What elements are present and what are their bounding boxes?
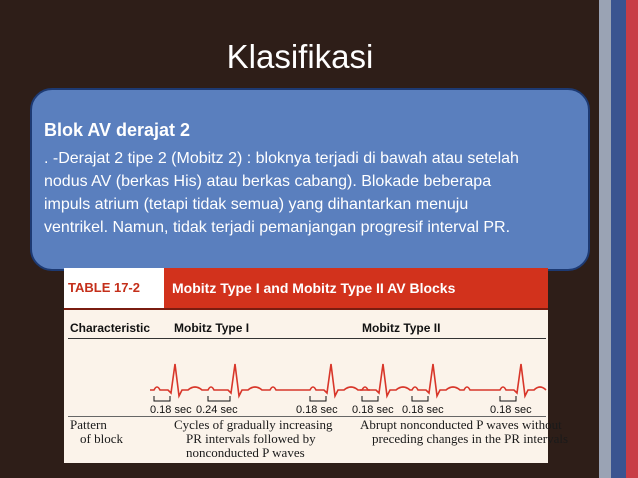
decor-stripe-red [626,0,638,478]
ecg-trace-mobitz2 [360,364,546,396]
mobitz1-pattern-line: nonconducted P waves [186,445,305,460]
row-label-line: Pattern [70,417,107,432]
callout-body [44,147,576,239]
ecg-trace-mobitz1 [150,364,370,396]
interval-label: 0.24 sec [196,404,238,416]
table-figure [64,268,569,463]
callout-line: . -Derajat 2 tipe 2 (Mobitz 2) : bloknya terjadi di bawah atau setelah [44,150,519,167]
pr-bracket [362,396,378,401]
pr-bracket [500,396,516,401]
interval-label: 0.18 sec [150,404,192,416]
mobitz1-pattern-line: Cycles of gradually increasing [174,417,333,432]
table-tag-label: TABLE 17-2 [68,280,140,295]
mobitz2-pattern-line: Abrupt nonconducted P waves without [360,417,562,432]
slide-title: Klasifikasi [226,38,374,75]
callout-line: impuls atrium (tetapi tidak semua) yang dihantarkan menuju [44,196,469,213]
row-label-line: of block [80,431,123,446]
decor-stripe-gray [599,0,611,478]
header-mobitz1: Mobitz Type I [174,321,250,335]
table-title: Mobitz Type I and Mobitz Type II AV Blocks [172,280,456,296]
header-characteristic: Characteristic [70,321,151,335]
pr-bracket [154,396,170,401]
header-mobitz2: Mobitz Type II [362,321,441,335]
callout-heading: Blok AV derajat 2 [44,120,191,140]
mobitz1-pattern-line: PR intervals followed by [186,431,316,446]
interval-label: 0.18 sec [352,404,394,416]
ecg-strip [150,360,546,414]
interval-label: 0.18 sec [296,404,338,416]
table-tag [64,268,164,308]
mobitz2-pattern-line: preceding changes in the PR intervals [372,431,569,446]
pr-bracket [310,396,326,401]
header-divider [68,338,546,339]
mobitz1-pattern [174,418,332,460]
pattern-row-label [70,418,123,446]
callout-box [30,88,590,271]
interval-label: 0.18 sec [490,404,532,416]
decor-stripe-blue [611,0,626,478]
callout-line: nodus AV (berkas His) atau berkas cabang). Blokade beberapa [44,173,492,190]
mobitz2-pattern [360,418,568,446]
pr-bracket [208,396,230,401]
pr-bracket [412,396,428,401]
callout-line: ventrikel. Namun, tidak terjadi pemanjangan progresif interval PR. [44,219,511,236]
interval-label: 0.18 sec [402,404,444,416]
